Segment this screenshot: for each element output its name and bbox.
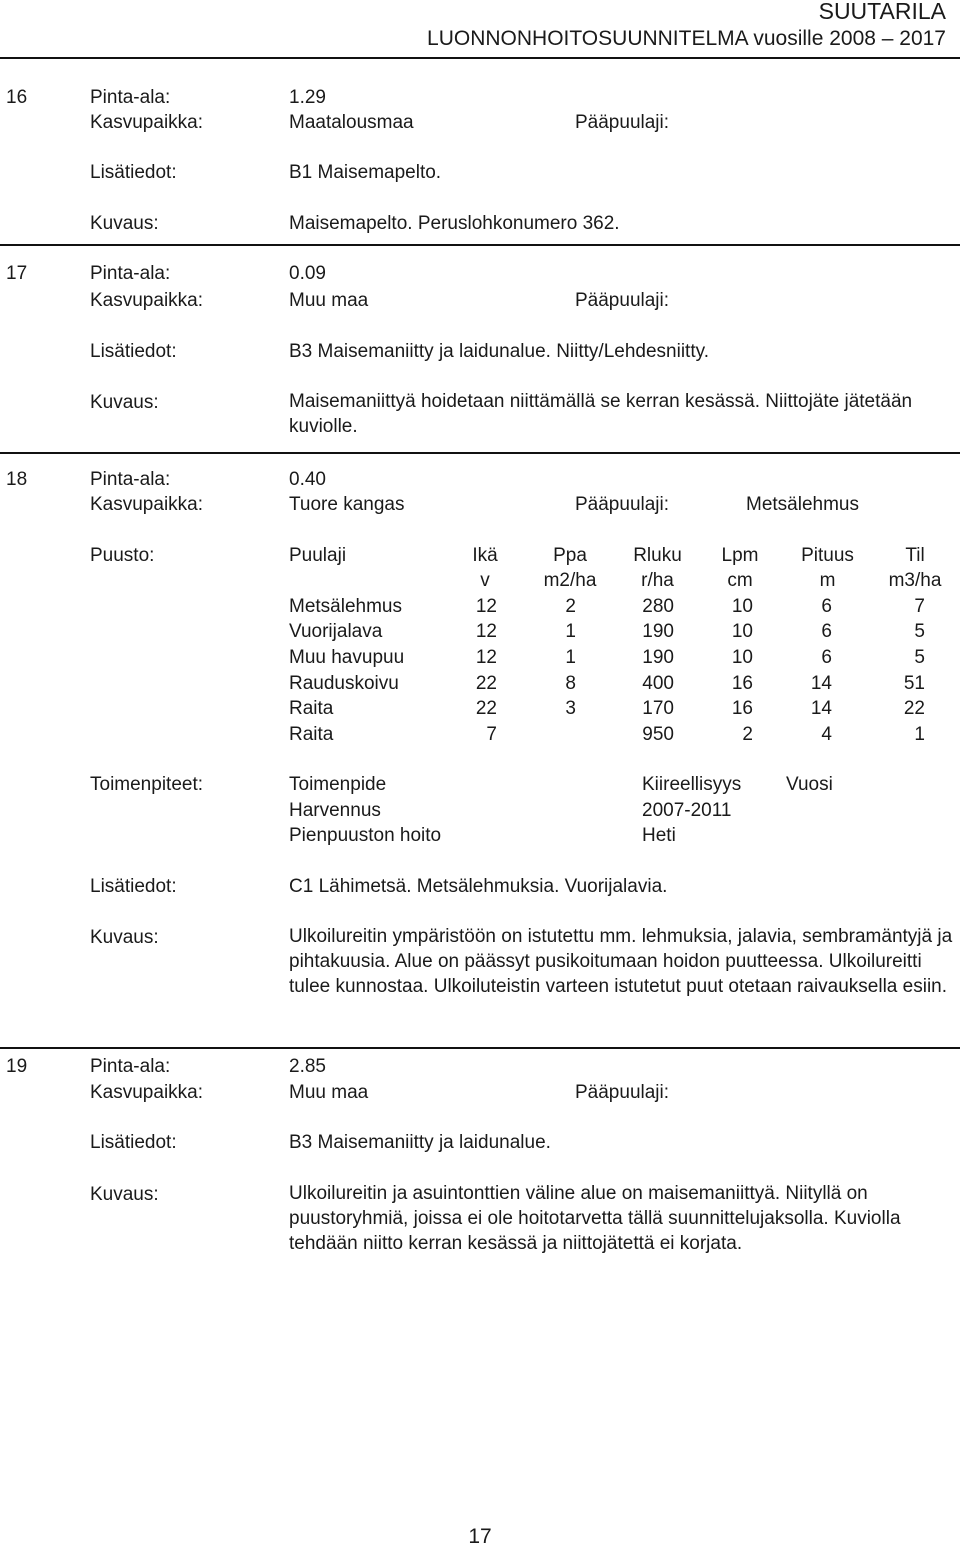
table-cell: 6: [821, 596, 832, 617]
table-cell: 2: [742, 724, 753, 745]
stand-header: Lpm: [721, 545, 759, 566]
info-label: Lisätiedot:: [90, 162, 177, 183]
stand-unit: cm: [727, 570, 753, 591]
desc-label: Kuvaus:: [90, 213, 159, 234]
species-label: Pääpuulaji:: [575, 290, 670, 311]
section-rule: [0, 244, 960, 246]
table-cell: Rauduskoivu: [289, 673, 399, 694]
stand-label: Puusto:: [90, 545, 155, 566]
area-label: Pinta-ala:: [90, 263, 171, 284]
stand-unit: m2/ha: [543, 570, 597, 591]
table-cell: 14: [810, 698, 832, 719]
stand-header: Til: [905, 545, 925, 566]
section-rule: [0, 1047, 960, 1049]
section-number: 19: [6, 1056, 28, 1077]
table-cell: 1: [565, 647, 576, 668]
table-cell: 8: [565, 673, 576, 694]
stand-header: Puulaji: [289, 545, 347, 566]
stand-header: Pituus: [801, 545, 854, 566]
table-cell: 7: [914, 596, 925, 617]
site-label: Kasvupaikka:: [90, 494, 204, 515]
header-rule: [0, 57, 960, 59]
table-cell: 22: [903, 698, 925, 719]
table-cell: 3: [565, 698, 576, 719]
table-cell: 170: [642, 698, 674, 719]
stand-unit: r/ha: [641, 570, 674, 591]
info-value: B1 Maisemapelto.: [289, 162, 442, 183]
site-label: Kasvupaikka:: [90, 1082, 204, 1103]
stand-header: Ikä: [472, 545, 498, 566]
info-value: B3 Maisemaniitty ja laidunalue.: [289, 1132, 551, 1153]
table-cell: 12: [475, 596, 497, 617]
stand-unit: m: [819, 570, 836, 591]
stand-unit: v: [480, 570, 490, 591]
stand-header: Ppa: [553, 545, 587, 566]
document-subtitle: LUONNONHOITOSUUNNITELMA vuosille 2008 – 2017: [427, 27, 946, 50]
site-value: Muu maa: [289, 1082, 369, 1103]
info-label: Lisätiedot:: [90, 876, 177, 897]
area-label: Pinta-ala:: [90, 469, 171, 490]
table-cell: 190: [642, 647, 674, 668]
table-cell: 10: [731, 647, 753, 668]
table-cell: Heti: [642, 825, 676, 846]
table-cell: 6: [821, 647, 832, 668]
table-cell: 950: [642, 724, 674, 745]
table-cell: Muu havupuu: [289, 647, 405, 668]
measures-header: Vuosi: [786, 774, 833, 795]
area-value: 0.40: [289, 469, 326, 490]
table-cell: Raita: [289, 698, 334, 719]
site-label: Kasvupaikka:: [90, 112, 204, 133]
table-cell: 51: [903, 673, 925, 694]
table-cell: 190: [642, 621, 674, 642]
area-label: Pinta-ala:: [90, 1056, 171, 1077]
site-value: Tuore kangas: [289, 494, 405, 515]
info-label: Lisätiedot:: [90, 341, 177, 362]
table-cell: 22: [475, 673, 497, 694]
table-cell: 12: [475, 647, 497, 668]
table-cell: 2007-2011: [642, 800, 732, 821]
section-rule: [0, 452, 960, 454]
table-cell: 400: [642, 673, 674, 694]
page-number: 17: [468, 1525, 492, 1548]
table-cell: 6: [821, 621, 832, 642]
table-cell: 12: [475, 621, 497, 642]
table-cell: Harvennus: [289, 800, 381, 821]
table-cell: 14: [810, 673, 832, 694]
info-label: Lisätiedot:: [90, 1132, 177, 1153]
table-cell: Metsälehmus: [289, 596, 402, 617]
table-cell: 16: [731, 673, 753, 694]
area-label: Pinta-ala:: [90, 87, 171, 108]
table-cell: 5: [914, 621, 925, 642]
species-label: Pääpuulaji:: [575, 1082, 670, 1103]
document-title: SUUTARILA: [818, 0, 946, 24]
table-cell: 4: [821, 724, 832, 745]
table-cell: 1: [565, 621, 576, 642]
measures-header: Toimenpide: [289, 774, 387, 795]
desc-label: Kuvaus:: [90, 1184, 159, 1205]
table-cell: 280: [642, 596, 674, 617]
section-number: 17: [6, 263, 28, 284]
table-cell: Pienpuuston hoito: [289, 825, 442, 846]
site-label: Kasvupaikka:: [90, 290, 204, 311]
species-label: Pääpuulaji:: [575, 112, 670, 133]
site-value: Muu maa: [289, 290, 369, 311]
area-value: 2.85: [289, 1056, 326, 1077]
info-value: B3 Maisemaniitty ja laidunalue. Niitty/Lehdesniitty.: [289, 341, 709, 362]
desc-value: Ulkoilureitin ympäristöön on istutettu mm. lehmuksia, jalavia, sembramäntyjä ja pihtakuusia. Alue on päässyt pusikoitumaan hoidon puutteessa. Ulkoilureitti tulee kunnostaa. Ulkoiluteistin varteen istutetut puut otetaan raivauksella esiin.: [289, 926, 953, 997]
info-value: C1 Lähimetsä. Metsälehmuksia. Vuorijalavia.: [289, 876, 668, 897]
species-value: Metsälehmus: [746, 494, 859, 515]
table-cell: 22: [475, 698, 497, 719]
stand-unit: m3/ha: [888, 570, 942, 591]
desc-label: Kuvaus:: [90, 927, 159, 948]
desc-value: Maisemapelto. Peruslohkonumero 362.: [289, 213, 620, 234]
species-label: Pääpuulaji:: [575, 494, 670, 515]
table-cell: 1: [914, 724, 925, 745]
section-number: 18: [6, 469, 28, 490]
desc-value: Ulkoilureitin ja asuintonttien väline alue on maisemaniittyä. Niityllä on puustoryhmiä, joissa ei ole hoitotarvetta tällä suunnittelujaksolla. Kuviolla tehdään niitto kerran kesässä ja niittojätettä ei korjata.: [289, 1183, 901, 1254]
table-cell: Raita: [289, 724, 334, 745]
area-value: 0.09: [289, 263, 326, 284]
section-number: 16: [6, 87, 28, 108]
table-cell: 7: [486, 724, 497, 745]
measures-label: Toimenpiteet:: [90, 774, 204, 795]
table-cell: 2: [565, 596, 576, 617]
stand-header: Rluku: [633, 545, 682, 566]
desc-value: Maisemaniittyä hoidetaan niittämällä se kerran kesässä. Niittojäte jätetään kuviolle.: [289, 391, 913, 437]
table-cell: 10: [731, 596, 753, 617]
table-cell: 10: [731, 621, 753, 642]
table-cell: 5: [914, 647, 925, 668]
area-value: 1.29: [289, 87, 326, 108]
measures-header: Kiireellisyys: [642, 774, 742, 795]
table-cell: Vuorijalava: [289, 621, 383, 642]
site-value: Maatalousmaa: [289, 112, 414, 133]
table-cell: 16: [731, 698, 753, 719]
desc-label: Kuvaus:: [90, 392, 159, 413]
